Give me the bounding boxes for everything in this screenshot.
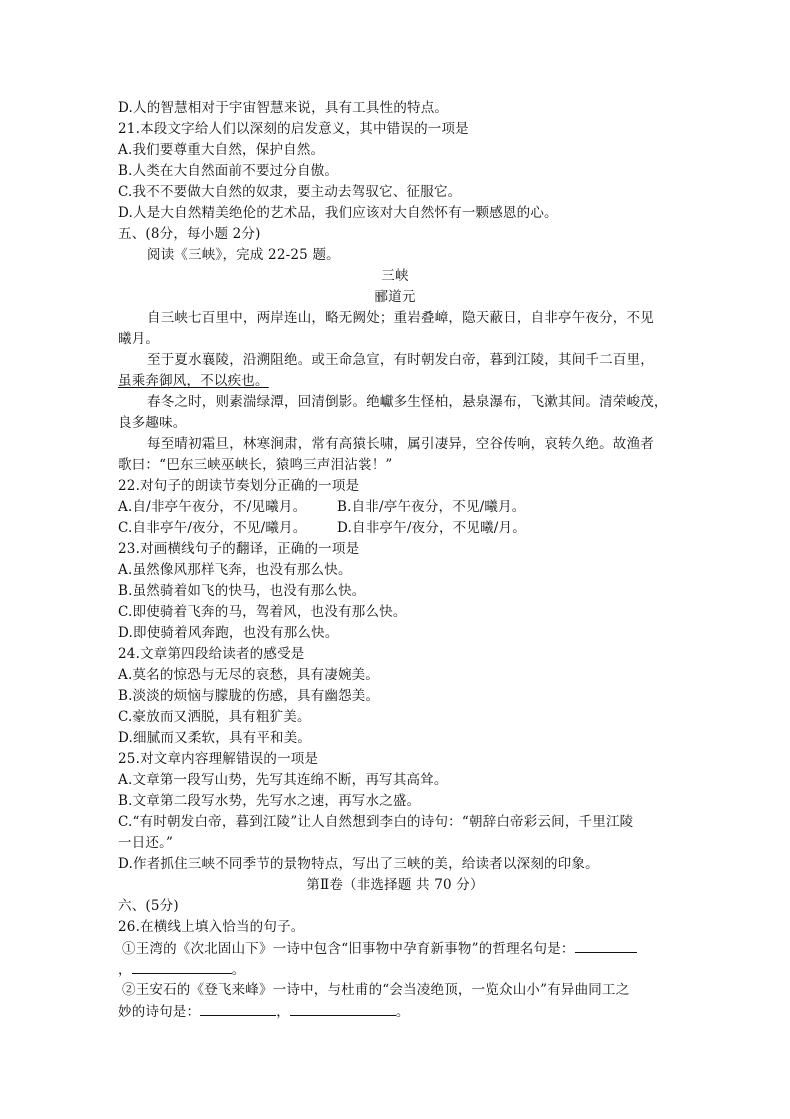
item1-period: 。	[231, 962, 246, 978]
item2-period: 。	[395, 1004, 410, 1020]
question-21: 21.本段文字给人们以深刻的启发意义，其中错误的一项是	[118, 121, 469, 137]
item2-comma: ，	[276, 1004, 290, 1020]
option-b-q24: B.淡淡的烦恼与朦胧的伤感，具有幽怨美。	[118, 688, 380, 704]
item1-comma: ，	[118, 962, 132, 978]
question-26-item2: ②王安石的《登飞来峰》一诗中，与杜甫的“会当凌绝顶，一览众山小”有异曲同工之	[122, 982, 630, 998]
option-c-q21: C.我不不要做大自然的奴隶，要主动去驾驭它、征服它。	[118, 184, 462, 200]
answer-blank-4[interactable]	[290, 1002, 396, 1016]
passage-p2-underlined-sentence: 虽乘奔御风，不以疾也。	[118, 373, 269, 389]
passage-p4-line1: 每至晴初霜旦，林寒涧肃，常有高猿长啸，属引凄异，空谷传响，哀转久绝。故渔者	[147, 436, 654, 452]
question-22: 22.对句子的朗读节奏划分正确的一项是	[118, 478, 360, 494]
question-26-item1-cont	[118, 960, 245, 979]
item2-prompt: 妙的诗句是：	[118, 1004, 201, 1020]
question-26-item1	[122, 939, 637, 958]
question-23: 23.对画横线句子的翻译，正确的一项是	[118, 541, 360, 557]
option-b-q21: B.人类在大自然面前不要过分自傲。	[118, 163, 339, 179]
section-five-heading: 五、(8分，每小题 2分)	[118, 226, 261, 242]
option-c-q23: C.即使骑着飞奔的马，驾着风，也没有那么快。	[118, 604, 407, 620]
poem-author: 郦道元	[374, 289, 416, 305]
option-c-q25-line1: C.“有时朝发白帝，暮到江陵”让人自然想到李白的诗句：“朝辞白帝彩云间，千里江陵	[118, 814, 634, 830]
option-b-q25: B.文章第二段写水势，先写水之速，再写水之盛。	[118, 793, 421, 809]
option-a-q23: A.虽然像风那样飞奔，也没有那么快。	[118, 562, 352, 578]
item1-prompt: ①王湾的《次北固山下》一诗中包含“旧事物中孕育新事物”的哲理名句是：	[122, 941, 575, 957]
option-d-q24: D.细腻而又柔软，具有平和美。	[118, 730, 312, 746]
option-c-q24: C.豪放而又洒脱，具有粗犷美。	[118, 709, 311, 725]
answer-blank-1[interactable]	[575, 939, 637, 953]
option-b-q22: B.自非/亭午夜分，不见/曦月。	[337, 499, 526, 515]
option-d-q25: D.作者抓住三峡不同季节的景物特点，写出了三峡的美，给读者以深刻的印象。	[118, 856, 599, 872]
passage-p3-line2: 良多趣味。	[118, 415, 187, 431]
section-six-heading: 六、(5分)	[118, 898, 179, 914]
option-b-q23: B.虽然骑着如飞的快马，也没有那么快。	[118, 583, 366, 599]
reading-instruction: 阅读《三峡》，完成 22-25 题。	[147, 247, 340, 263]
option-a-q25: A.文章第一段写山势，先写其连绵不断，再写其高耸。	[118, 772, 448, 788]
question-25: 25.对文章内容理解错误的一项是	[118, 751, 319, 767]
option-c-q25-line2: 一日还。”	[118, 835, 174, 851]
passage-p2-line1: 至于夏水襄陵，沿溯阻绝。或王命急宣，有时朝发白帝，暮到江陵，其间千二百里，	[147, 352, 654, 368]
question-26-item2-cont	[118, 1002, 410, 1021]
passage-p1-line2: 曦月。	[118, 331, 160, 347]
option-d-q20: D.人的智慧相对于宇宙智慧来说，具有工具性的特点。	[118, 100, 449, 116]
passage-p1-line1: 自三峡七百里中，两岸连山，略无阙处；重岩叠嶂，隐天蔽日，自非亭午夜分，不见	[147, 310, 654, 326]
option-a-q21: A.我们要尊重大自然，保护自然。	[118, 142, 325, 158]
option-d-q23: D.即使骑着风奔跑，也没有那么快。	[118, 625, 339, 641]
option-d-q22: D.自非亭午/夜分，不见曦/月。	[337, 520, 526, 536]
question-26: 26.在横线上填入恰当的句子。	[118, 919, 305, 935]
poem-title: 三峡	[381, 268, 409, 284]
option-a-q24: A.莫名的惊恐与无尽的哀愁，具有凄婉美。	[118, 667, 380, 683]
answer-blank-3[interactable]	[200, 1002, 276, 1016]
option-d-q21: D.人是大自然精美绝伦的艺术品，我们应该对大自然怀有一颗感恩的心。	[118, 205, 558, 221]
answer-blank-2[interactable]	[132, 960, 232, 974]
passage-p3-line1: 春冬之时，则素湍绿潭，回清倒影。绝巘多生怪柏，悬泉瀑布，飞漱其间。清荣峻茂，	[147, 394, 668, 410]
part-two-heading: 第Ⅱ卷（非选择题 共 70 分）	[306, 877, 484, 893]
option-a-q22: A.自/非亭午夜分，不/见曦月。	[118, 499, 307, 515]
question-24: 24.文章第四段给读者的感受是	[118, 646, 305, 662]
passage-p4-line2: 歌曰：“巴东三峡巫峡长，猿鸣三声泪沾裳！”	[118, 457, 393, 473]
option-c-q22: C.自非亭午/夜分，不见/曦月。	[118, 520, 307, 536]
